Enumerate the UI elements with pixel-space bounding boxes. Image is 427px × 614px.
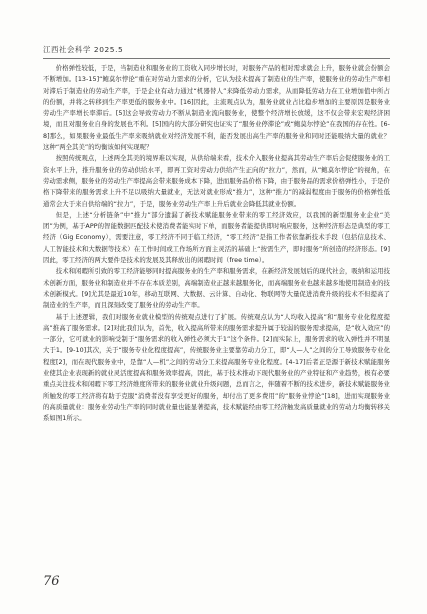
article-body [43,63,390,425]
body-paragraph: 但是，上述“分析链条”中“推力”部分遗漏了新技术赋能服务业带来的零工经济效应，以我国的新型服务业企业“美团”为例，基于APP的智能数据匹配技术使消费者能实时下单，而服务者能提供即时响应服务，这种经济形态是典型的零工经济（Gig Economy），需要注意，零工经济不同于临工经济，“零工经济”是指工作者依靠新技术手段（包括信息技术、人工智能技术和大数据等技术）在工作时间或工作场所方面主灵活的基础上“按需生产，即时服务”所创造的经济形态。[9]因此，零工经济的两大要件是技术的发展及其释放出的闲暇时间（free time）。 [43,210,390,265]
body-paragraph: 按照传统观点，上述两全其美的境界难以实现，从供给端来看，技术介入服务业提高其劳动生产率后会促使服务业的工资水平上升，推升服务业的劳动供给水平，即再工资对劳动力供给产生正向的“拉力”，然而，从“鲍莫尔悖论”的视角，在劳动需求侧，服务业的劳动生产率提高会带来服务成本下降，进而服务品价格下降，由于服务品的需求价格弹性小，于是价格下降带来的服务需求上升不足以吸纳大量就业，无法对就业形成“推力”，这种“推力”的减弱程度由于服务的价格弹性低通常会大于来自供给端的“拉力”，于是，服务业劳动生产率上升后就业会降低其就业份额。 [43,154,390,208]
journal-title: 江西社会科学 2025.5 [43,45,124,54]
running-header [43,44,390,59]
page-number: 76 [43,574,60,589]
body-paragraph: 基于上述逻辑，我们对服务业就业模型的传统观点进行了扩展。传统观点认为“人均收入提高”和“服务专业化程度提高”推高了服务需求。[2]对此我们认为，首先，收入提高所带来的服务需求提升属于较弱的服务需求提高，是“收入效应”的一部分，它可就业的影响受制于“服务需求的收入弹性必须大于1”这个条件。[2]而实际上，服务需求的收入弹性并不明显大于1。[9-10]其次，关于“服务专业化程度提高”，传统服务业主要靠劳动力分工，即“人—人”之间的分工导致服务专业化程度[2]，而在现代服务业中，是靠“人—机”之间的劳动分工来提高服务专业化程度。[4-17]后者正是源于新技术赋能服务业使其企业表现新的就业灵活度提高和服务效率提高，因此，基于技术推动下现代服务业的产业特征和产业趋势，极有必要重点关注技术和闲暇下零工经济维度所带来的服务业就业升级问题，总而言之，伴随着不断的技术进步，新技术赋能服务业所触发的零工经济将有助于克服“消费者没有享受更好的服务，却付出了更多费用”的“服务业悖论”[18]，进而实现服务业的高质量就业：服务业劳动生产率的同时就业量也能显著提高，技术赋能经由零工经济触发高质量就业的劳动力均衡转移关系如图1所示。 [43,312,390,423]
body-paragraph: 价格弹性较低，于是，当制造业和服务业的工资收入同步增长时，对服务产品的相对需求就会上升，服务业就会份额会不断增加。[13-15]“鲍莫尔悖论”重在对劳动力需求的分析，它认为技术提高了制造业的生产率，使服务业的劳动生产率相对滞后于制造业的劳动生产率，于是企业有动力通过“机器替人”来降低劳动力需求，从而降低劳动力在工业增加值中所占的份额，并将之转移到生产率更低的服务业中。[16]因此，主流观点认为，服务业就业占比稳步增加的主要原因是服务业劳动生产率增长率滞后。[5]这会导致劳动力不断从制造业流向服务业，使整个经济增长放缓，这不仅会带来宏观经济困境，而且对服务业自身的发展也不利。[5]国内的大部分研究也证实了“服务业停滞论”或“鲍莫尔悖论”在我国的存在性。[6-8]那么，如果服务业最低生产率来吸纳就业对经济发展不利，能否发展出高生产率的服务业和同时还能吸纳大量的就业？这种“两全其美”的均衡该如何实现呢？ [43,64,390,152]
body-paragraph: 技术和闲暇所引致的零工经济能够同时提高服务业的生产率和服务需求，在新经济发展划后的现代社会，吸纳和运用技术创新方面，服务业和制造业并不存在本质差别，高端制造业正越来越服务化，而高端服务业也越来越多地使用制造业的技术创新模式。[9]尤其是最近10年，移动互联网、大数据、云计算、自动化、物联网等大量促进消费升级的技术不但提高了制造业的生产率，而且深刻改变了服务业的劳动生产率。 [43,267,390,310]
